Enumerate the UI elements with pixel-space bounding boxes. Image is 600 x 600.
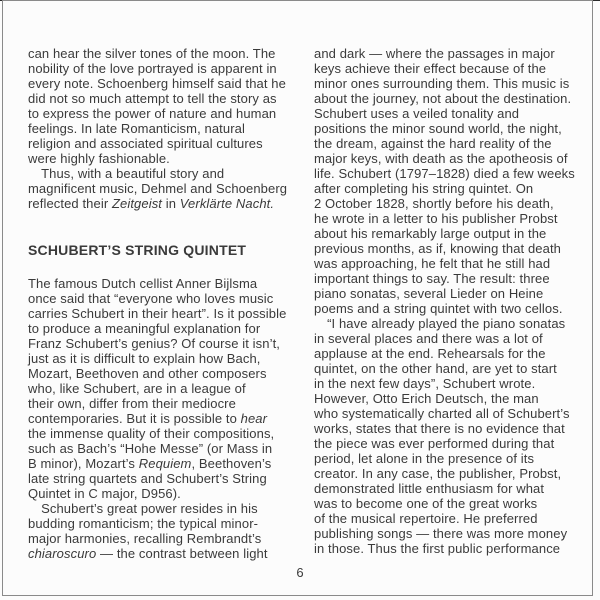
paragraph	[314, 46, 596, 316]
text-line: nobility of the love portrayed is apparent in	[28, 61, 277, 76]
paragraph	[28, 276, 310, 501]
text-line: their own, differ from their mediocre	[28, 396, 236, 411]
text-line: important things to say. The result: three	[314, 271, 550, 286]
scan-top-edge	[0, 0, 600, 1]
text-line: about his remarkably large output in the	[314, 226, 547, 241]
text-line: the immense quality of their compositions,	[28, 426, 275, 441]
text-line: Quintet in C major, D956).	[28, 486, 181, 501]
text-line: publishing songs — there was more money	[314, 526, 568, 541]
text-line: were highly fashionable.	[28, 151, 170, 166]
right-column	[314, 46, 596, 556]
text-line: religion and associated spiritual cultures	[28, 136, 263, 151]
paragraph	[314, 316, 596, 556]
text-line: after completing his string quintet. On	[314, 181, 534, 196]
text-line: was to become one of the great works	[314, 496, 538, 511]
text-line: works, states that there is no evidence that	[314, 421, 565, 436]
text-line: about the journey, not about the destination.	[314, 91, 572, 106]
text-line: keys achieve their effect because of the	[314, 61, 547, 76]
text-line: positions the minor sound world, the night,	[314, 121, 562, 136]
text-line: to produce a meaningful explanation for	[28, 321, 261, 336]
text-line: life. Schubert (1797–1828) died a few weeks	[314, 166, 575, 181]
text-line: in the next few days”, Schubert wrote.	[314, 376, 536, 391]
text-line: late string quartets and Schubert’s String	[28, 471, 267, 486]
text-line: piano sonatas, several Lieder on Heine	[314, 286, 544, 301]
text-line: creator. In any case, the publisher, Probst,	[314, 466, 562, 481]
text-line: carries Schubert in their heart”. Is it possible	[28, 306, 287, 321]
text-line: Schubert uses a veiled tonality and	[314, 106, 520, 121]
text-line: applause at the end. Rehearsals for the	[314, 346, 546, 361]
text-line: once said that “everyone who loves music	[28, 291, 274, 306]
text-line: The famous Dutch cellist Anner Bijlsma	[28, 276, 258, 291]
paragraph	[28, 501, 310, 561]
text-line: the dream, against the hard reality of the	[314, 136, 552, 151]
text-line: demonstrated little enthusiasm for what	[314, 481, 545, 496]
text-line: every note. Schoenberg himself said that he	[28, 76, 286, 91]
text-line: budding romanticism; the typical minor-	[28, 516, 259, 531]
text-line: However, Otto Erich Deutsch, the man	[314, 391, 539, 406]
text-line: the piece was ever performed during that	[314, 436, 555, 451]
text-line: previous months, as if, knowing that death	[314, 241, 562, 256]
section-heading	[28, 243, 310, 258]
text-line: Franz Schubert’s genius? Of course it isn’t,	[28, 336, 280, 351]
text-line: contemporaries. But it is possible to hear	[28, 411, 268, 426]
text-line: B minor), Mozart’s Requiem, Beethoven’s	[28, 456, 272, 471]
text-line: just as it is difficult to explain how Bach,	[28, 351, 261, 366]
text-line: to express the power of nature and human	[28, 106, 277, 121]
text-line: major keys, with death as the apotheosis of	[314, 151, 568, 166]
text-line: such as Bach’s “Hohe Messe” (or Mass in	[28, 441, 273, 456]
text-line: period, let alone in the presence of its	[314, 451, 535, 466]
paragraph	[28, 166, 310, 211]
text-line: in those. Thus the first public performance	[314, 541, 561, 556]
text-line: Mozart, Beethoven and other composers	[28, 366, 267, 381]
text-line: was approaching, he felt that he still had	[314, 256, 551, 271]
text-line: magnificent music, Dehmel and Schoenberg	[28, 181, 288, 196]
text-line: feelings. In late Romanticism, natural	[28, 121, 245, 136]
text-line: chiaroscuro — the contrast between light	[28, 546, 268, 561]
text-line: can hear the silver tones of the moon. The	[28, 46, 276, 61]
text-line: and dark — where the passages in major	[314, 46, 555, 61]
text-line: poems and a string quintet with two cellos.	[314, 301, 563, 316]
text-line: he wrote in a letter to his publisher Probst	[314, 211, 558, 226]
text-line: “I have already played the piano sonatas	[314, 316, 566, 331]
paragraph	[28, 46, 310, 166]
text-line: who systematically charted all of Schubert’s	[314, 406, 570, 421]
text-line: in several places and there was a lot of	[314, 331, 543, 346]
text-line: 2 October 1828, shortly before his death,	[314, 196, 554, 211]
page-number: 6	[296, 565, 304, 580]
text-line: major harmonies, recalling Rembrandt’s	[28, 531, 262, 546]
text-line: minor ones surrounding them. This music is	[314, 76, 570, 91]
text-line: reflected their Zeitgeist in Verklärte Nacht.	[28, 196, 275, 211]
text-line: of the musical repertoire. He preferred	[314, 511, 538, 526]
text-line: quintet, on the other hand, are yet to start	[314, 361, 557, 376]
left-column	[28, 46, 310, 561]
text-line: Schubert’s great power resides in his	[28, 501, 258, 516]
text-line: Thus, with a beautiful story and	[28, 166, 225, 181]
text-line: who, like Schubert, are in a league of	[28, 381, 246, 396]
text-line: did not so much attempt to tell the story as	[28, 91, 277, 106]
text-line: SCHUBERT’S STRING QUINTET	[28, 242, 247, 258]
